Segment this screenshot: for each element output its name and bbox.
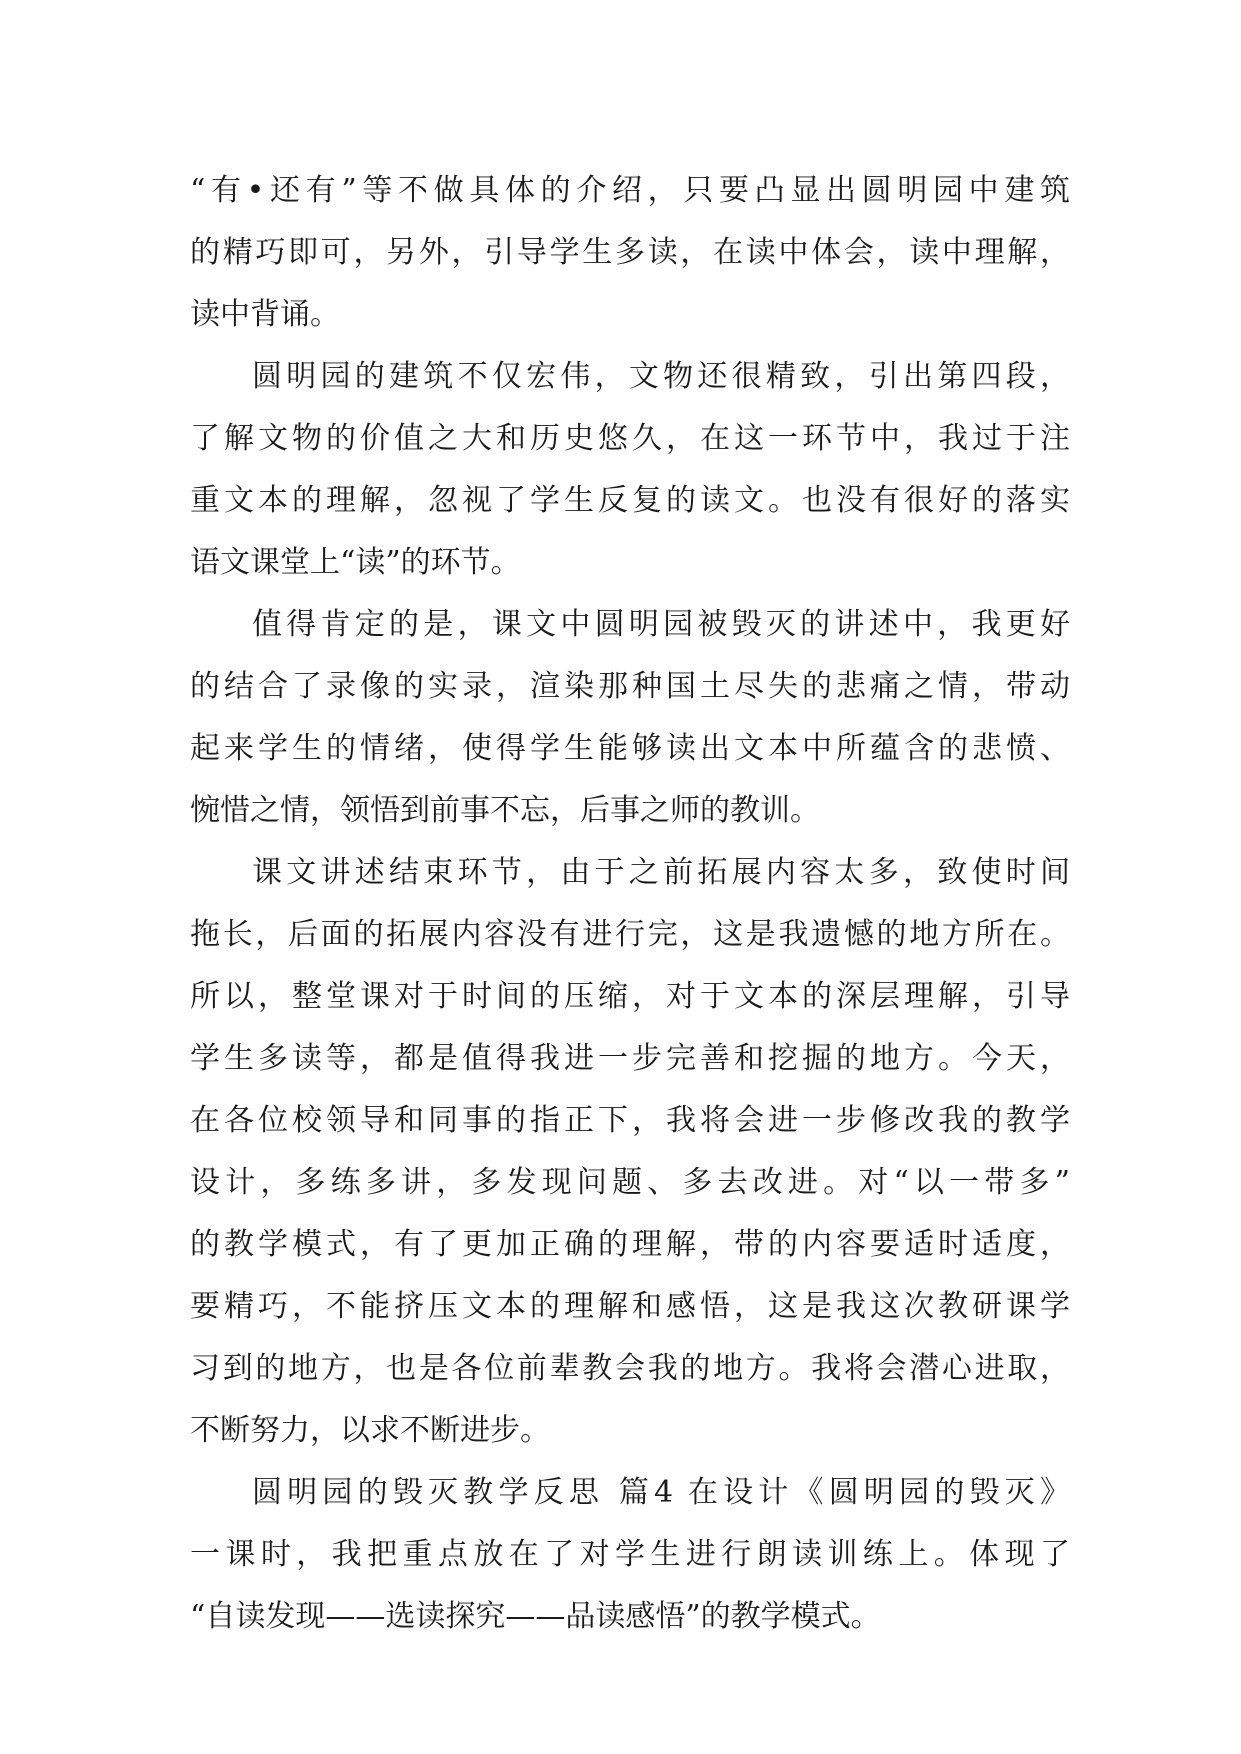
text-line: 课文讲述结束环节，由于之前拓展内容太多，致使时间 <box>252 855 1070 890</box>
text-line: 起来学生的情绪，使得学生能够读出文本中所蕴含的悲愤、 <box>190 731 1070 766</box>
text-line: 一课时，我把重点放在了对学生进行朗读训练上。体现了 <box>190 1537 1070 1572</box>
text-line: 不断努力，以求不断进步。 <box>190 1413 550 1448</box>
text-line: 学生多读等，都是值得我进一步完善和挖掘的地方。今天， <box>190 1041 1070 1076</box>
text-line: 了解文物的价值之大和历史悠久，在这一环节中，我过于注 <box>190 421 1070 456</box>
text-line: 设计，多练多讲，多发现问题、多去改进。对“以一带多” <box>190 1165 1070 1200</box>
text-line: 的精巧即可，另外，引导学生多读，在读中体会，读中理解， <box>190 235 1070 270</box>
document-body <box>190 160 1070 1648</box>
text-line: 习到的地方，也是各位前辈教会我的地方。我将会潜心进取， <box>190 1351 1070 1386</box>
text-line: 拖长，后面的拓展内容没有进行完，这是我遗憾的地方所在。 <box>190 917 1070 952</box>
text-line: 圆明园的建筑不仅宏伟，文物还很精致，引出第四段， <box>252 359 1070 394</box>
text-line: 语文课堂上“读”的环节。 <box>190 545 521 580</box>
text-line: “有•还有”等不做具体的介绍，只要凸显出圆明园中建筑 <box>190 173 1070 208</box>
text-line: 值得肯定的是，课文中圆明园被毁灭的讲述中，我更好 <box>252 607 1070 642</box>
text-line: 圆明园的毁灭教学反思 篇4 在设计《圆明园的毁灭》 <box>252 1475 1070 1510</box>
text-line: 重文本的理解，忽视了学生反复的读文。也没有很好的落实 <box>190 483 1070 518</box>
text-line: 的结合了录像的实录，渲染那种国土尽失的悲痛之情，带动 <box>190 669 1070 704</box>
text-line: 读中背诵。 <box>190 297 340 332</box>
text-line: 惋惜之情，领悟到前事不忘，后事之师的教训。 <box>190 793 820 828</box>
text-line: 要精巧，不能挤压文本的理解和感悟，这是我这次教研课学 <box>190 1289 1070 1324</box>
text-line: 在各位校领导和同事的指正下，我将会进一步修改我的教学 <box>190 1103 1070 1138</box>
text-line: 的教学模式，有了更加正确的理解，带的内容要适时适度， <box>190 1227 1070 1262</box>
text-line: 所以，整堂课对于时间的压缩，对于文本的深层理解，引导 <box>190 979 1070 1014</box>
text-line: “自读发现——选读探究——品读感悟”的教学模式。 <box>190 1599 881 1634</box>
